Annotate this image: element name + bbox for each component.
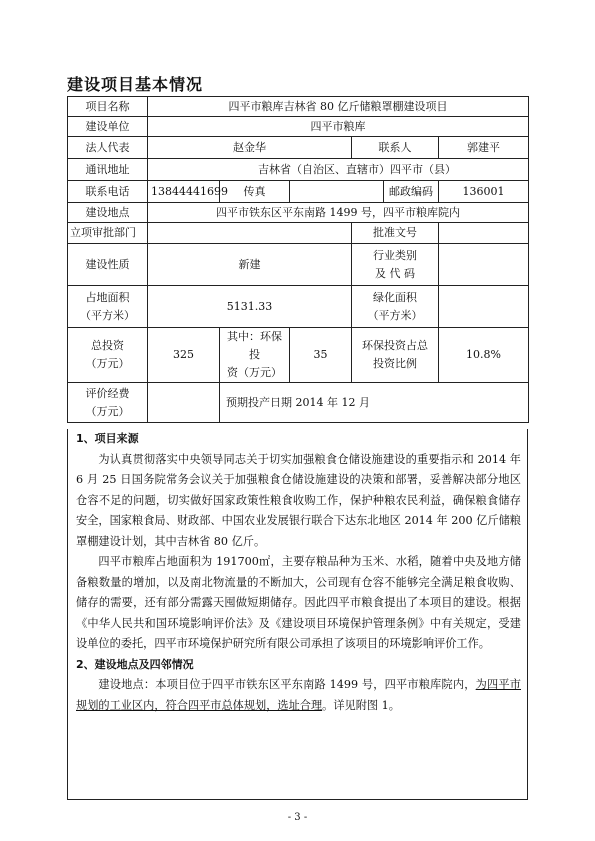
row-phone xyxy=(68,181,529,203)
label-eval-cost xyxy=(68,383,148,423)
label-ratio-line1: 环保投资占总 xyxy=(362,339,428,352)
label-eval-line1: 评价经费 xyxy=(85,386,130,400)
value-legal-rep: 赵金华 xyxy=(148,137,352,159)
value-fax xyxy=(290,181,384,203)
row-investment xyxy=(68,328,529,383)
section-2-text-a: 建设地点：本项目位于四平市铁东区平东南路 1499 号，四平市粮库院内， xyxy=(98,678,476,691)
label-contact: 联系人 xyxy=(352,137,439,159)
row-nature xyxy=(68,244,529,286)
value-env-ratio: 10.8% xyxy=(439,328,529,383)
label-industry-line1: 行业类别 xyxy=(373,248,417,262)
label-env-line2: 资（万元） xyxy=(227,366,282,379)
label-postcode: 邮政编码 xyxy=(384,181,439,203)
label-fax: 传真 xyxy=(220,181,290,203)
label-env-line1: 其中：环保投 xyxy=(227,330,282,361)
value-green-area xyxy=(439,286,529,328)
label-industry xyxy=(352,244,439,286)
value-investment: 325 xyxy=(148,328,220,383)
label-area xyxy=(68,286,148,328)
value-phone: 13844441699 xyxy=(148,181,220,203)
value-prod-date: 2014 年 12 月 xyxy=(295,395,370,409)
row-construction-unit xyxy=(68,117,529,137)
section-2-heading: 2、建设地点及四邻情况 xyxy=(76,657,194,671)
section-1-heading: 1、项目来源 xyxy=(76,432,139,445)
row-address xyxy=(68,159,529,181)
label-area-line2: （平方米） xyxy=(80,308,135,322)
label-phone: 联系电话 xyxy=(68,181,148,203)
label-address: 通讯地址 xyxy=(68,159,148,181)
label-approval-dept: 立项审批部门 xyxy=(68,223,148,244)
label-ratio-line2: 投资比例 xyxy=(373,357,417,370)
label-area-line1: 占地面积 xyxy=(85,290,130,304)
label-green-line1: 绿化面积 xyxy=(373,290,417,304)
value-area: 5131.33 xyxy=(148,286,352,328)
label-investment xyxy=(68,328,148,383)
value-eval-cost xyxy=(148,383,220,423)
row-location xyxy=(68,203,529,223)
label-legal-rep: 法人代表 xyxy=(68,137,148,159)
section-1-para-2: 四平市粮库占地面积为 191700㎡，主要存粮品种为玉米、水稻，随着中央及地方储备粮数量的增加，以及南北物流量的不断加大，公司现有仓容不能够完全满足粮食收购、储存的需要，还有部分需露天囤做短期储存。因此四平市粮食提出了本项目的建设。根据《中华人民共和国环境影响评价法》及《建设项目环境保护管理条例》中有关规定，受建设单位的委托，四平市环境保护研究所有限公司承担了该项目的环境影响评价工作。 xyxy=(76,555,521,650)
label-eval-line2: （万元） xyxy=(85,404,130,418)
section-2-text-c: 。详见附图 1。 xyxy=(322,698,400,712)
section-2-para-1 xyxy=(68,675,527,716)
label-construction-unit: 建设单位 xyxy=(68,117,148,137)
row-legal-rep xyxy=(68,137,529,159)
label-green-area xyxy=(352,286,439,328)
value-contact: 郭建平 xyxy=(439,137,529,159)
value-approval-dept xyxy=(148,223,352,244)
value-industry xyxy=(439,244,529,286)
row-area xyxy=(68,286,529,328)
value-env-investment: 35 xyxy=(290,328,352,383)
label-industry-line2: 及 代 码 xyxy=(375,266,415,280)
label-project-name: 项目名称 xyxy=(68,97,148,117)
value-postcode: 136001 xyxy=(439,181,529,203)
page-title: 建设项目基本情况 xyxy=(67,75,204,94)
narrative-box xyxy=(67,429,528,800)
value-project-name: 四平市粮库吉林省 80 亿斤储粮罩棚建设项目 xyxy=(148,97,529,117)
prod-date-cell xyxy=(220,383,529,423)
label-env-investment xyxy=(220,328,290,383)
label-env-ratio xyxy=(352,328,439,383)
label-location: 建设地点 xyxy=(68,203,148,223)
row-approval xyxy=(68,223,529,244)
section-1-para-1: 为认真贯彻落实中央领导同志关于切实加强粮食仓储设施建设的重要指示和 2014 年 6 月 25 日国务院常务会议关于加强粮食仓储设施建设的决策和部署，妥善解决部分地区仓容不足的问题，切实做好国家政策性粮食收购工作，保护种粮农民利益，确保粮食储存安全，国家粮食局、财政部、中国农业发展银行联合下达东北地区 2014 年 200 亿斤储粮罩棚建设计划，其中吉林省 80 亿斤。 xyxy=(76,452,521,548)
label-nature: 建设性质 xyxy=(68,244,148,286)
label-approval-no: 批准文号 xyxy=(352,223,439,244)
value-approval-no xyxy=(439,223,529,244)
label-invest-line1: 总投资 xyxy=(91,339,124,352)
basic-info-table xyxy=(67,96,529,423)
label-green-line2: （平方米） xyxy=(367,308,423,322)
section-2-text-underlined: 为四平市规划的工业区内，符合四平市总体规划，选址合理 xyxy=(76,678,521,712)
page-number: - 3 - xyxy=(287,812,308,823)
value-nature: 新建 xyxy=(148,244,352,286)
row-eval xyxy=(68,383,529,423)
value-address: 吉林省（自治区、直辖市）四平市（县） xyxy=(148,159,529,181)
label-prod-date: 预期投产日期 xyxy=(226,395,292,409)
value-construction-unit: 四平市粮库 xyxy=(148,117,529,137)
value-location: 四平市铁东区平东南路 1499 号，四平市粮库院内 xyxy=(148,203,529,223)
label-invest-line2: （万元） xyxy=(85,357,130,370)
row-project-name xyxy=(68,97,529,117)
